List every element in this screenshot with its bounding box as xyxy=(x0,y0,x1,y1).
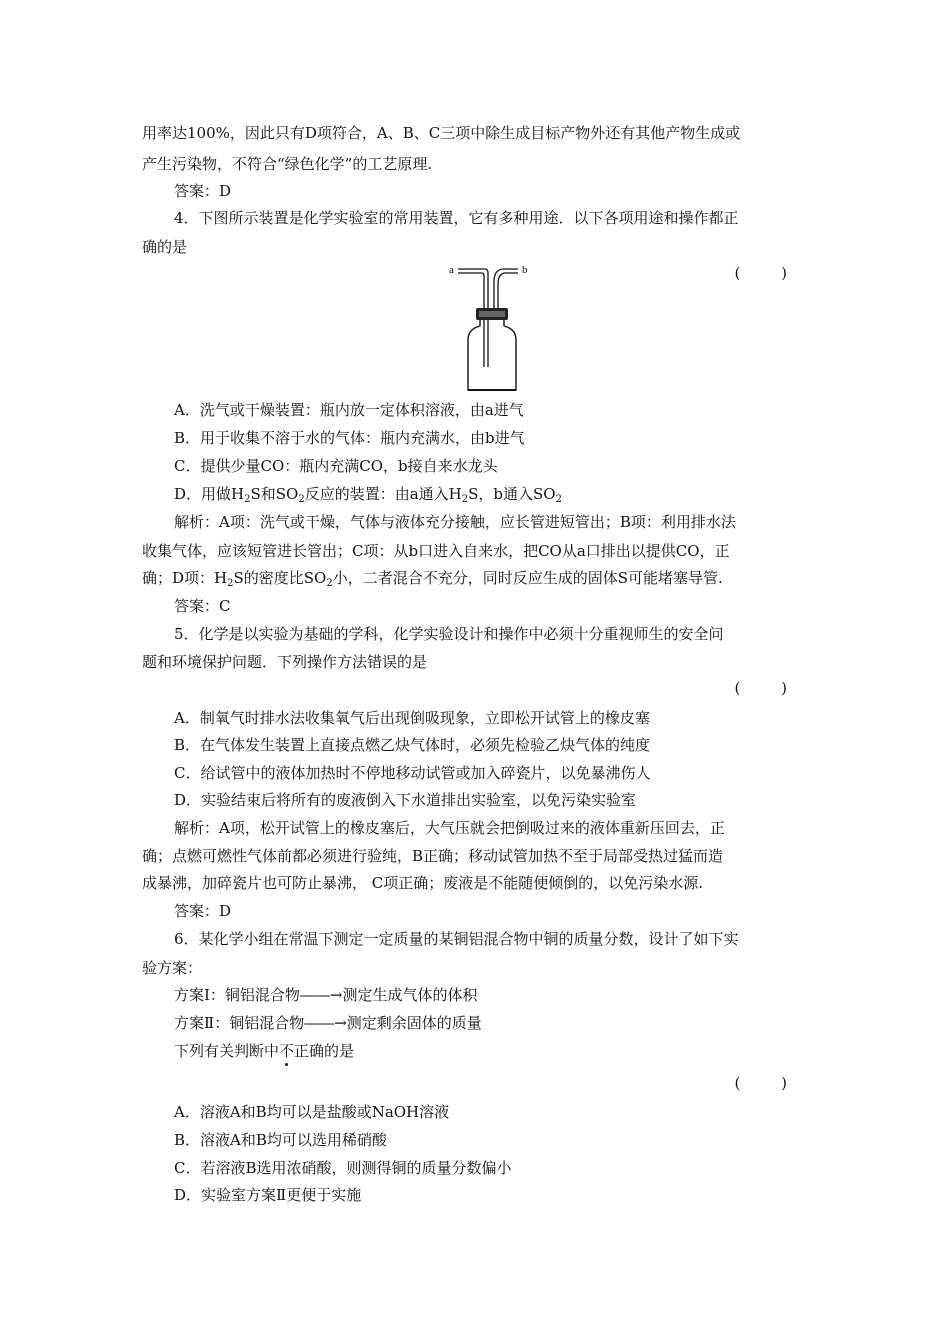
explanation-line: 解析：A项：洗气或干燥，气体与液体充分接触，应长管进短管出；B项：利用排水法 xyxy=(174,513,736,531)
explanation-line: 确；D项：$H_2S$的密度比$SO_2$小，二者混合不充分，同时反应生成的固体S可能堵塞导管. xyxy=(142,569,723,589)
question-stem: 确的是 xyxy=(142,238,188,256)
explanation-line: 收集气体，应该短管进长管出；C项：从b口进入自来水，把CO从a口排出以提供CO，正 xyxy=(142,542,730,560)
option-b: B．用于收集不溶于水的气体：瓶内充满水，由b进气 xyxy=(174,429,525,447)
gas-bottle-diagram xyxy=(446,262,536,394)
explanation-line: 成暴沸，加碎瓷片也可防止暴沸， C项正确；废液是不能随便倾倒的，以免污染水源. xyxy=(142,874,704,892)
option-a: A．制氧气时排水法收集氧气后出现倒吸现象，立即松开试管上的橡皮塞 xyxy=(174,709,650,727)
question-stem: 验方案： xyxy=(142,959,203,977)
option-d: D．用做$H_2S$和$SO_2$反应的装置：由a通入$H_2S$，b通入$SO_2$ xyxy=(174,485,562,505)
option-c: C．给试管中的液体加热时不停地移动试管或加入碎瓷片，以免暴沸伤人 xyxy=(174,764,651,782)
gas-bottle-figure xyxy=(446,262,536,398)
text-line: 产生污染物，不符合“绿色化学”的工艺原理. xyxy=(142,155,433,173)
plan-two: 方案Ⅱ：铜铝混合物――→测定剩余固体的质量 xyxy=(174,1014,482,1032)
answer-line: 答案：D xyxy=(174,902,232,920)
text-line: 用率达100%，因此只有D项符合，A、B、C三项中除生成目标产物外还有其他产物生成或 xyxy=(142,124,741,142)
answer-parentheses: ( ) xyxy=(734,679,805,697)
question-prompt: 下列有关判断中不正确的是 xyxy=(174,1042,355,1060)
plan-one: 方案Ⅰ：铜铝混合物――→测定生成气体的体积 xyxy=(174,986,478,1004)
option-c: C．若溶液B选用浓硝酸，则测得铜的质量分数偏小 xyxy=(174,1159,512,1177)
explanation-line: 解析：A项，松开试管上的橡皮塞后，大气压就会把倒吸过来的液体重新压回去，正 xyxy=(174,819,725,837)
option-b: B．溶液A和B均可以选用稀硝酸 xyxy=(174,1131,387,1149)
question-stem: 题和环境保护问题．下列操作方法错误的是 xyxy=(142,653,428,671)
option-a: A．洗气或干燥装置：瓶内放一定体积溶液，由a进气 xyxy=(174,401,524,419)
emphasis-dot-char: 不 xyxy=(279,1042,295,1060)
question-stem: 6．某化学小组在常温下测定一定质量的某铜铝混合物中铜的质量分数，设计了如下实 xyxy=(174,930,739,948)
question-stem: 5．化学是以实验为基础的学科，化学实验设计和操作中必须十分重视师生的安全问 xyxy=(174,625,724,643)
option-a: A．溶液A和B均可以是盐酸或NaOH溶液 xyxy=(174,1103,450,1121)
answer-line: 答案：D xyxy=(174,182,232,200)
option-d: D．实验室方案Ⅱ更便于实施 xyxy=(174,1186,362,1204)
question-stem: 4．下图所示装置是化学实验室的常用装置，它有多种用途．以下各项用途和操作都正 xyxy=(174,209,739,227)
option-d: D．实验结束后将所有的废液倒入下水道排出实验室，以免污染实验室 xyxy=(174,791,637,809)
port-b-label: b xyxy=(522,264,528,276)
answer-parentheses: ( ) xyxy=(734,1074,805,1092)
answer-parentheses: ( ) xyxy=(734,264,805,282)
option-c: C．提供少量CO：瓶内充满CO，b接自来水龙头 xyxy=(174,457,498,475)
option-b: B．在气体发生装置上直接点燃乙炔气体时，必须先检验乙炔气体的纯度 xyxy=(174,736,651,754)
explanation-line: 确；点燃可燃性气体前都必须进行验纯，B正确；移动试管加热不至于局部受热过猛而造 xyxy=(142,847,724,865)
answer-line: 答案：C xyxy=(174,597,231,615)
port-a-label: a xyxy=(449,264,454,276)
